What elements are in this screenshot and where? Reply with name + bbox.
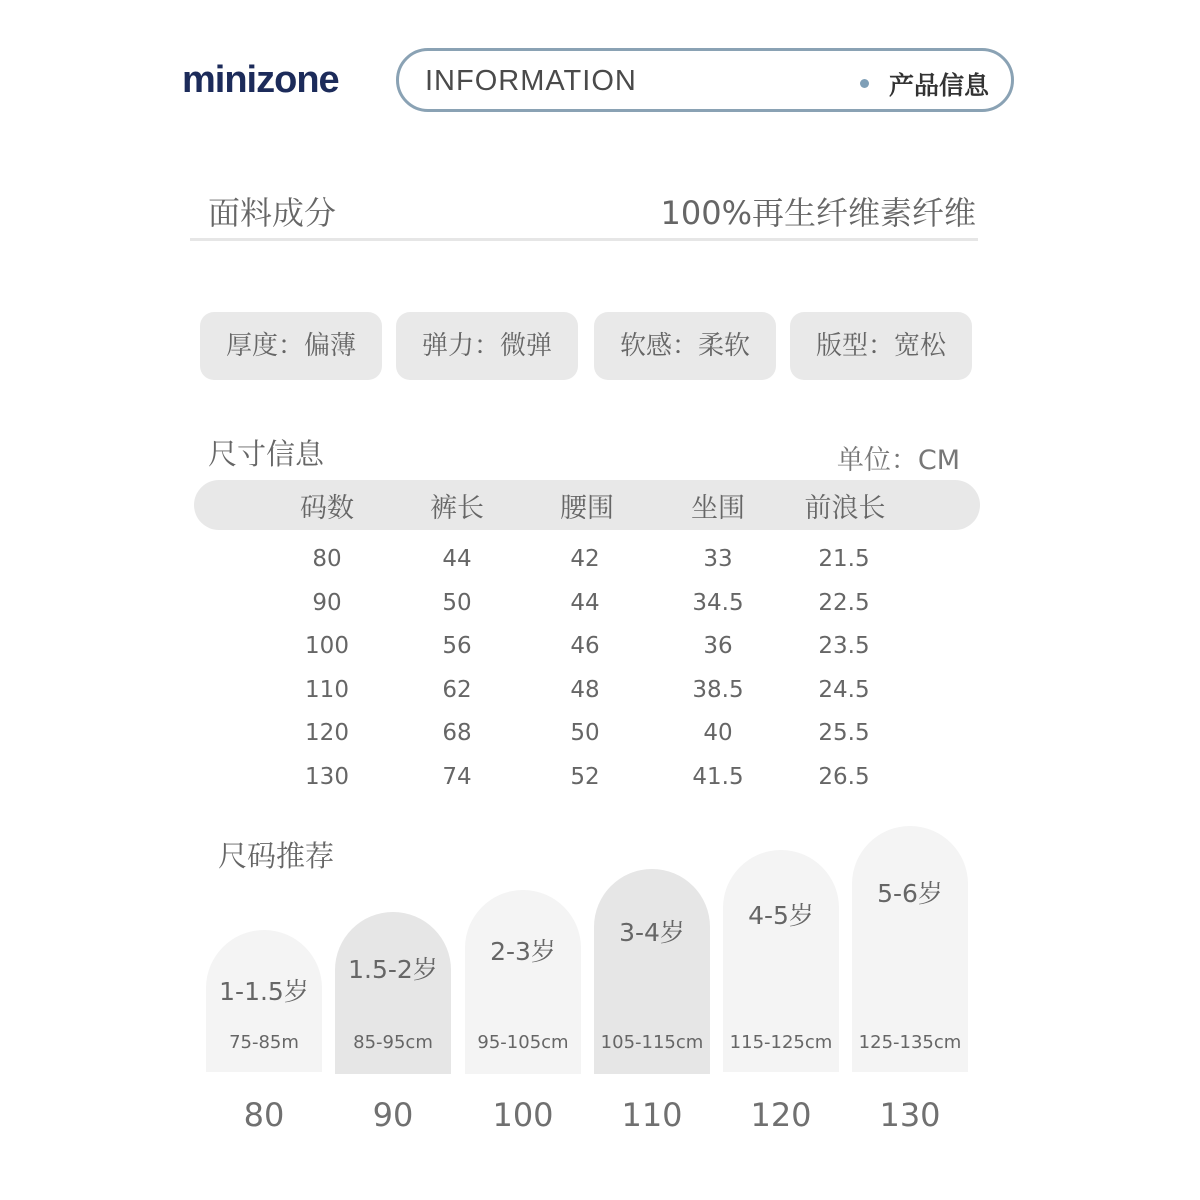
table-cell: 22.5 <box>818 590 870 616</box>
table-cell: 68 <box>442 720 472 746</box>
table-cell: 74 <box>442 764 472 790</box>
size-card-height-range: 85-95cm <box>353 1032 433 1053</box>
size-card-size-number: 130 <box>879 1096 941 1134</box>
size-card-age: 4-5岁 <box>748 901 814 930</box>
size-table-title: 尺寸信息 <box>208 437 325 471</box>
table-cell: 42 <box>570 546 600 572</box>
table-header-cell: 码数 <box>300 493 354 524</box>
table-header-cell: 前浪长 <box>804 493 886 524</box>
table-cell: 44 <box>442 546 472 572</box>
table-cell: 38.5 <box>692 677 744 703</box>
bullet-dot-icon <box>860 79 869 88</box>
table-cell: 50 <box>442 590 472 616</box>
size-card-size-number: 100 <box>492 1096 554 1134</box>
section-header <box>396 48 1014 112</box>
table-cell: 90 <box>312 590 342 616</box>
size-card <box>852 826 968 1072</box>
size-card-age: 3-4岁 <box>619 918 685 947</box>
table-cell: 52 <box>570 764 600 790</box>
table-cell: 80 <box>312 546 342 572</box>
table-cell: 120 <box>305 720 349 746</box>
size-card-height-range: 125-135cm <box>858 1032 962 1053</box>
brand-logo: minizone <box>182 59 339 101</box>
size-card <box>206 930 322 1072</box>
table-cell: 33 <box>703 546 733 572</box>
attribute-chip-fit: 版型：宽松 <box>790 312 972 380</box>
size-card-age: 5-6岁 <box>877 879 943 908</box>
unit-label: 单位：CM <box>836 445 960 476</box>
table-cell: 36 <box>703 633 733 659</box>
attribute-chip-elasticity: 弹力：微弹 <box>396 312 578 380</box>
table-cell: 130 <box>305 764 349 790</box>
size-card-size-number: 110 <box>621 1096 683 1134</box>
table-cell: 25.5 <box>818 720 870 746</box>
size-recommendation-title: 尺码推荐 <box>218 839 335 873</box>
size-card-size-number: 90 <box>372 1096 414 1134</box>
size-card <box>335 912 451 1074</box>
fabric-value: 100%再生纤维素纤维 <box>660 194 976 232</box>
size-card-height-range: 75-85m <box>229 1032 299 1053</box>
table-header-cell: 坐围 <box>691 493 745 524</box>
size-card-age: 1.5-2岁 <box>348 955 438 984</box>
size-card-height-range: 95-105cm <box>477 1032 569 1053</box>
table-cell: 48 <box>570 677 600 703</box>
size-card <box>723 850 839 1072</box>
table-cell: 44 <box>570 590 600 616</box>
table-cell: 26.5 <box>818 764 870 790</box>
table-cell: 46 <box>570 633 600 659</box>
table-cell: 34.5 <box>692 590 744 616</box>
header-title-cn: 产品信息 <box>888 71 989 100</box>
table-cell: 24.5 <box>818 677 870 703</box>
size-card <box>465 890 581 1074</box>
fabric-label: 面料成分 <box>208 194 337 232</box>
header-title-en: INFORMATION <box>425 65 637 97</box>
table-header-cell: 裤长 <box>430 493 484 524</box>
table-cell: 40 <box>703 720 733 746</box>
size-card-height-range: 105-115cm <box>600 1032 704 1053</box>
attribute-chip-softness: 软感：柔软 <box>594 312 776 380</box>
table-cell: 110 <box>305 677 349 703</box>
table-cell: 100 <box>305 633 349 659</box>
size-card-size-number: 80 <box>243 1096 285 1134</box>
attribute-chip-thickness: 厚度：偏薄 <box>200 312 382 380</box>
table-cell: 56 <box>442 633 472 659</box>
size-card-age: 2-3岁 <box>490 937 556 966</box>
table-header-cell: 腰围 <box>560 493 614 524</box>
size-card-age: 1-1.5岁 <box>219 977 309 1006</box>
table-cell: 23.5 <box>818 633 870 659</box>
size-card <box>594 869 710 1074</box>
divider <box>190 238 978 241</box>
table-cell: 21.5 <box>818 546 870 572</box>
table-cell: 41.5 <box>692 764 744 790</box>
size-card-size-number: 120 <box>750 1096 812 1134</box>
size-card-height-range: 115-125cm <box>729 1032 833 1053</box>
table-cell: 62 <box>442 677 472 703</box>
table-cell: 50 <box>570 720 600 746</box>
